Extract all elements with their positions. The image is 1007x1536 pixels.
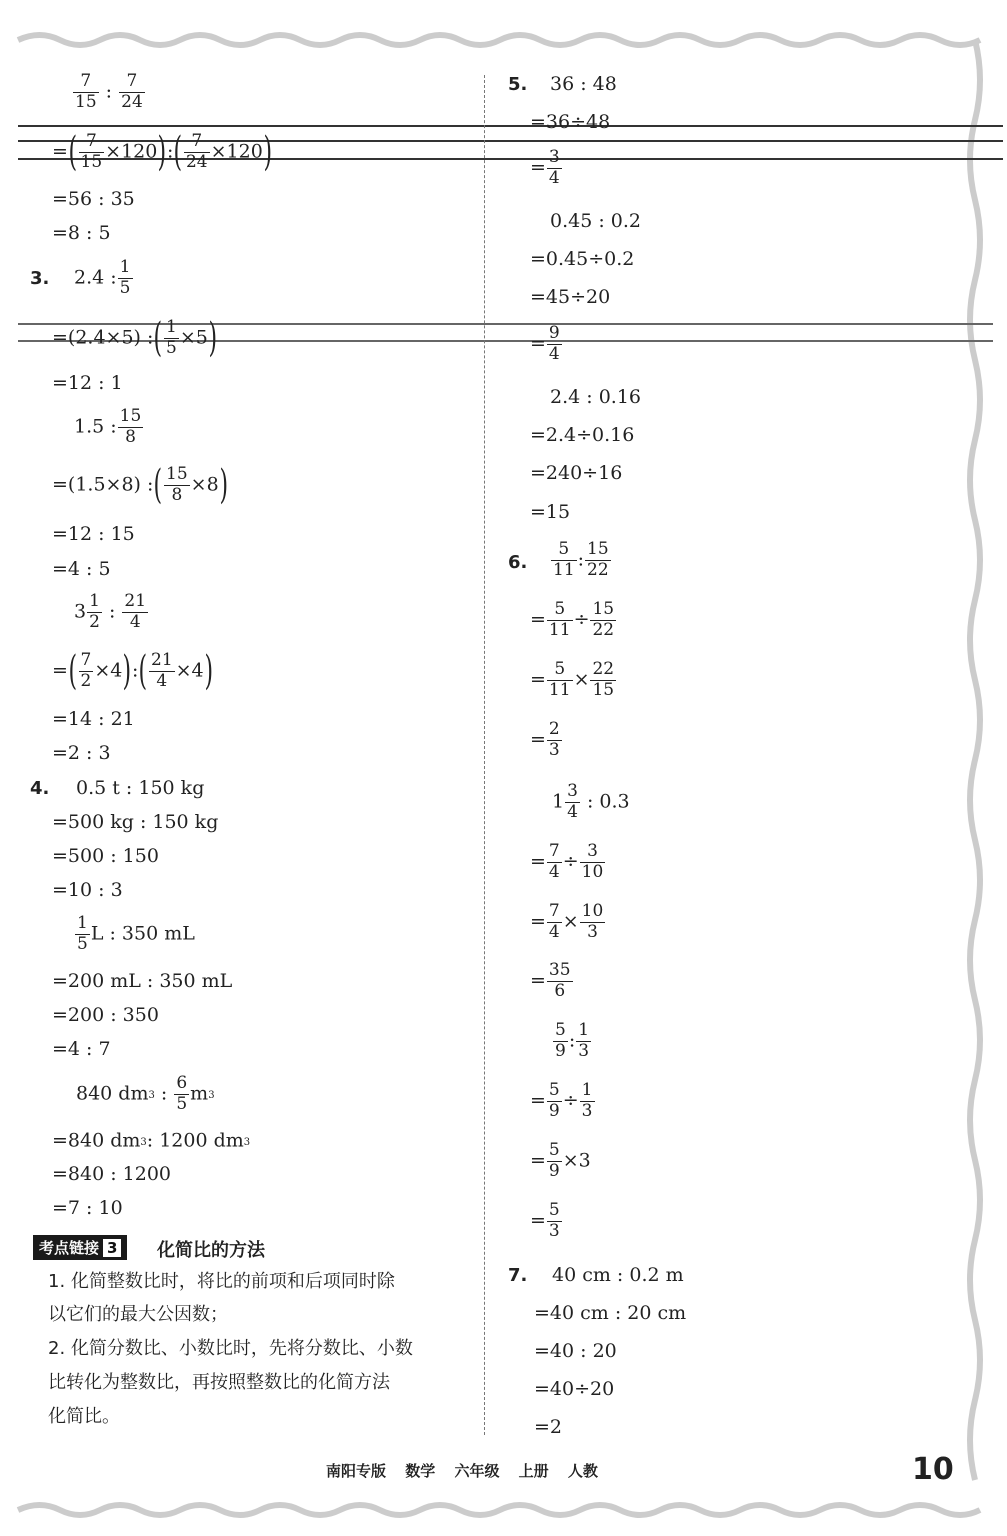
math-line: =4 : 5: [52, 558, 111, 580]
math-line: =12 : 15: [52, 523, 135, 545]
math-line: 1.5 : $\frac{15}{8}$: [74, 406, 142, 447]
math-line: 1 $\frac{3}{4}$ : 0.3: [552, 781, 630, 822]
math-line: =45÷20: [530, 286, 611, 308]
math-line: =(2.4×5) :( $\frac{1}{5}$ ×5): [52, 315, 217, 362]
math-line: =200 : 350: [52, 1004, 159, 1026]
math-line: =15: [530, 501, 571, 523]
math-line: =2.4÷0.16: [530, 424, 635, 446]
tip-line: 化简比。: [48, 1406, 120, 1427]
math-line: = $\frac{9}{4}$: [530, 323, 560, 364]
math-line: 840 dm3 : $\frac{6}{5}$ m3: [76, 1073, 215, 1114]
math-line: = $\frac{5}{11}$ × $\frac{22}{15}$: [530, 659, 615, 700]
math-line: =56 : 35: [52, 188, 135, 210]
math-line: =(1.5×8) :( $\frac{15}{8}$ ×8): [52, 462, 228, 509]
math-line: =14 : 21: [52, 708, 135, 730]
math-line: =40÷20: [534, 1378, 615, 1400]
tip-line: 以它们的最大公因数；: [48, 1304, 228, 1325]
question-number: 5.: [508, 74, 528, 95]
math-line: =2 : 3: [52, 742, 111, 764]
tip-line: 比转化为整数比，再按照整数比的化简方法: [48, 1372, 390, 1393]
math-line: = $\frac{5}{3}$: [530, 1200, 560, 1241]
math-line: =36÷48: [530, 111, 611, 133]
question-number: 3.: [30, 268, 50, 289]
math-line: =500 : 150: [52, 845, 159, 867]
math-line: = $\frac{7}{4}$ × $\frac{10}{3}$: [530, 901, 604, 942]
math-line: = $\frac{7}{4}$ ÷ $\frac{3}{10}$: [530, 841, 604, 882]
math-line: =10 : 3: [52, 879, 123, 901]
question-number: 4.: [30, 778, 50, 799]
math-line: = $\frac{5}{9}$ ÷ $\frac{1}{3}$: [530, 1080, 593, 1121]
math-line: =2: [534, 1416, 563, 1438]
math-line: =240÷16: [530, 462, 623, 484]
question-number: 6.: [508, 552, 528, 573]
math-line: =40 cm : 20 cm: [534, 1302, 687, 1324]
tip-line: 1. 化简整数比时，将比的前项和后项同时除: [48, 1271, 395, 1292]
math-line: =12 : 1: [52, 372, 123, 394]
math-line: $\frac{7}{15}$ : $\frac{7}{24}$: [75, 71, 143, 112]
math-line: =7 : 10: [52, 1197, 123, 1219]
math-line: $\frac{5}{9}$ : $\frac{1}{3}$: [555, 1020, 590, 1061]
math-line: 2.4 : 0.16: [550, 386, 642, 408]
math-line: =8 : 5: [52, 222, 111, 244]
math-line: $\frac{1}{5}$ L : 350 mL: [77, 913, 195, 954]
math-line: =4 : 7: [52, 1038, 111, 1060]
math-line: =0.45÷0.2: [530, 248, 635, 270]
tip-line: 2. 化简分数比、小数比时，先将分数比、小数: [48, 1338, 413, 1359]
math-line: = $\frac{35}{6}$: [530, 960, 571, 1001]
math-line: =( $\frac{7}{2}$ ×4):( $\frac{21}{4}$ ×4): [52, 648, 213, 695]
math-line: 0.45 : 0.2: [550, 210, 642, 232]
math-line: 36 : 48: [550, 73, 617, 95]
page-number: 10: [912, 1452, 954, 1487]
math-line: =500 kg : 150 kg: [52, 811, 219, 833]
math-line: = $\frac{2}{3}$: [530, 719, 560, 760]
math-line: 0.5 t : 150 kg: [76, 777, 205, 799]
math-line: =200 mL : 350 mL: [52, 970, 233, 992]
math-line: =840 dm3: 1200 dm3: [52, 1129, 251, 1152]
math-line: =40 : 20: [534, 1340, 617, 1362]
math-line: = $\frac{3}{4}$: [530, 147, 560, 188]
column-divider: [484, 75, 485, 1435]
math-line: = $\frac{5}{9}$ ×3: [530, 1140, 591, 1181]
question-number: 7.: [508, 1265, 528, 1286]
tip-badge: 考点链接 3: [33, 1235, 127, 1260]
math-line: =840 : 1200: [52, 1163, 172, 1185]
scan-line: [18, 125, 1003, 127]
math-line: $\frac{5}{11}$ : $\frac{15}{22}$: [553, 539, 609, 580]
tip-title: 化简比的方法: [157, 1240, 265, 1261]
math-line: = $\frac{5}{11}$ ÷ $\frac{15}{22}$: [530, 599, 615, 640]
footer-text: 南阳专版 数学 六年级 上册 人教: [326, 1462, 598, 1480]
math-line: 3 $\frac{1}{2}$ : $\frac{21}{4}$: [74, 591, 147, 632]
math-line: =( $\frac{7}{15}$ ×120):( $\frac{7}{24}$ ×120): [52, 129, 272, 176]
math-line: 40 cm : 0.2 m: [552, 1264, 684, 1286]
math-line: 2.4 : $\frac{1}{5}$: [74, 257, 131, 298]
